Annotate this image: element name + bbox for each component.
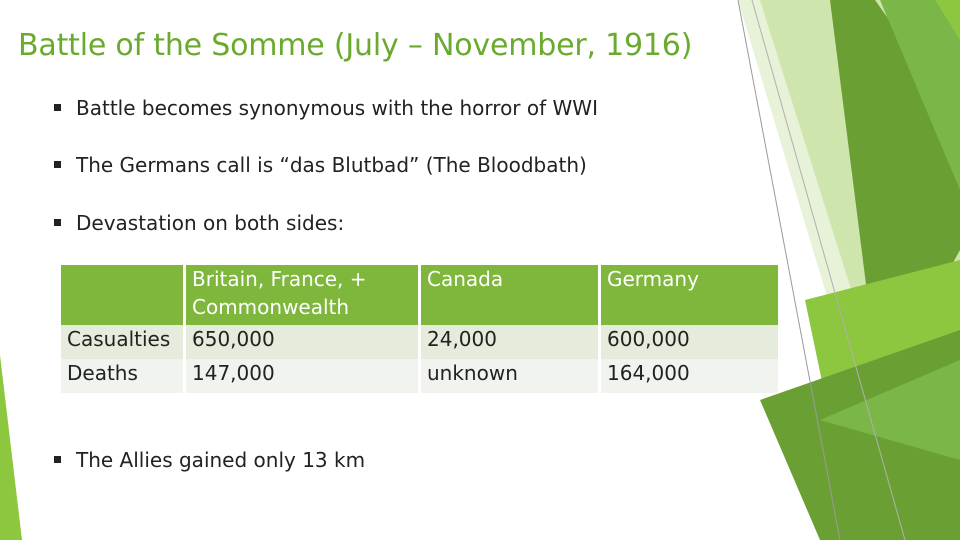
- row-label-deaths: Deaths: [61, 359, 183, 393]
- table-row: [61, 325, 778, 359]
- table-cell: 650,000: [186, 325, 418, 359]
- slide-title: Battle of the Somme (July – November, 1916): [18, 28, 693, 63]
- table-cell: 164,000: [601, 359, 778, 393]
- table-header-row: [61, 265, 778, 325]
- bullet-bloodbath: [54, 153, 587, 177]
- bullet-horror: [54, 96, 598, 120]
- table-row: [61, 359, 778, 393]
- bullet-text: The Allies gained only 13 km: [76, 448, 366, 472]
- bullet-square-icon: [54, 104, 61, 111]
- table-cell: 600,000: [601, 325, 778, 359]
- table-cell: unknown: [421, 359, 598, 393]
- header-cell-canada: Canada: [421, 265, 598, 325]
- bullet-square-icon: [54, 456, 61, 463]
- bullet-text: Devastation on both sides:: [76, 211, 345, 235]
- bullet-allies-gain: [54, 448, 365, 472]
- row-label-casualties: Casualties: [61, 325, 183, 359]
- table-cell: 147,000: [186, 359, 418, 393]
- header-cell-germany: Germany: [601, 265, 778, 325]
- bullet-text: The Germans call is “das Blutbad” (The Bloodbath): [76, 153, 587, 177]
- header-cell-allies: Britain, France, + Commonwealth: [186, 265, 418, 325]
- casualties-table: [58, 265, 781, 393]
- bullet-text: Battle becomes synonymous with the horror of WWI: [76, 96, 598, 120]
- bullet-devastation: [54, 211, 344, 235]
- table-cell: 24,000: [421, 325, 598, 359]
- bullet-square-icon: [54, 219, 61, 226]
- header-cell-empty: [61, 265, 183, 325]
- bullet-square-icon: [54, 161, 61, 168]
